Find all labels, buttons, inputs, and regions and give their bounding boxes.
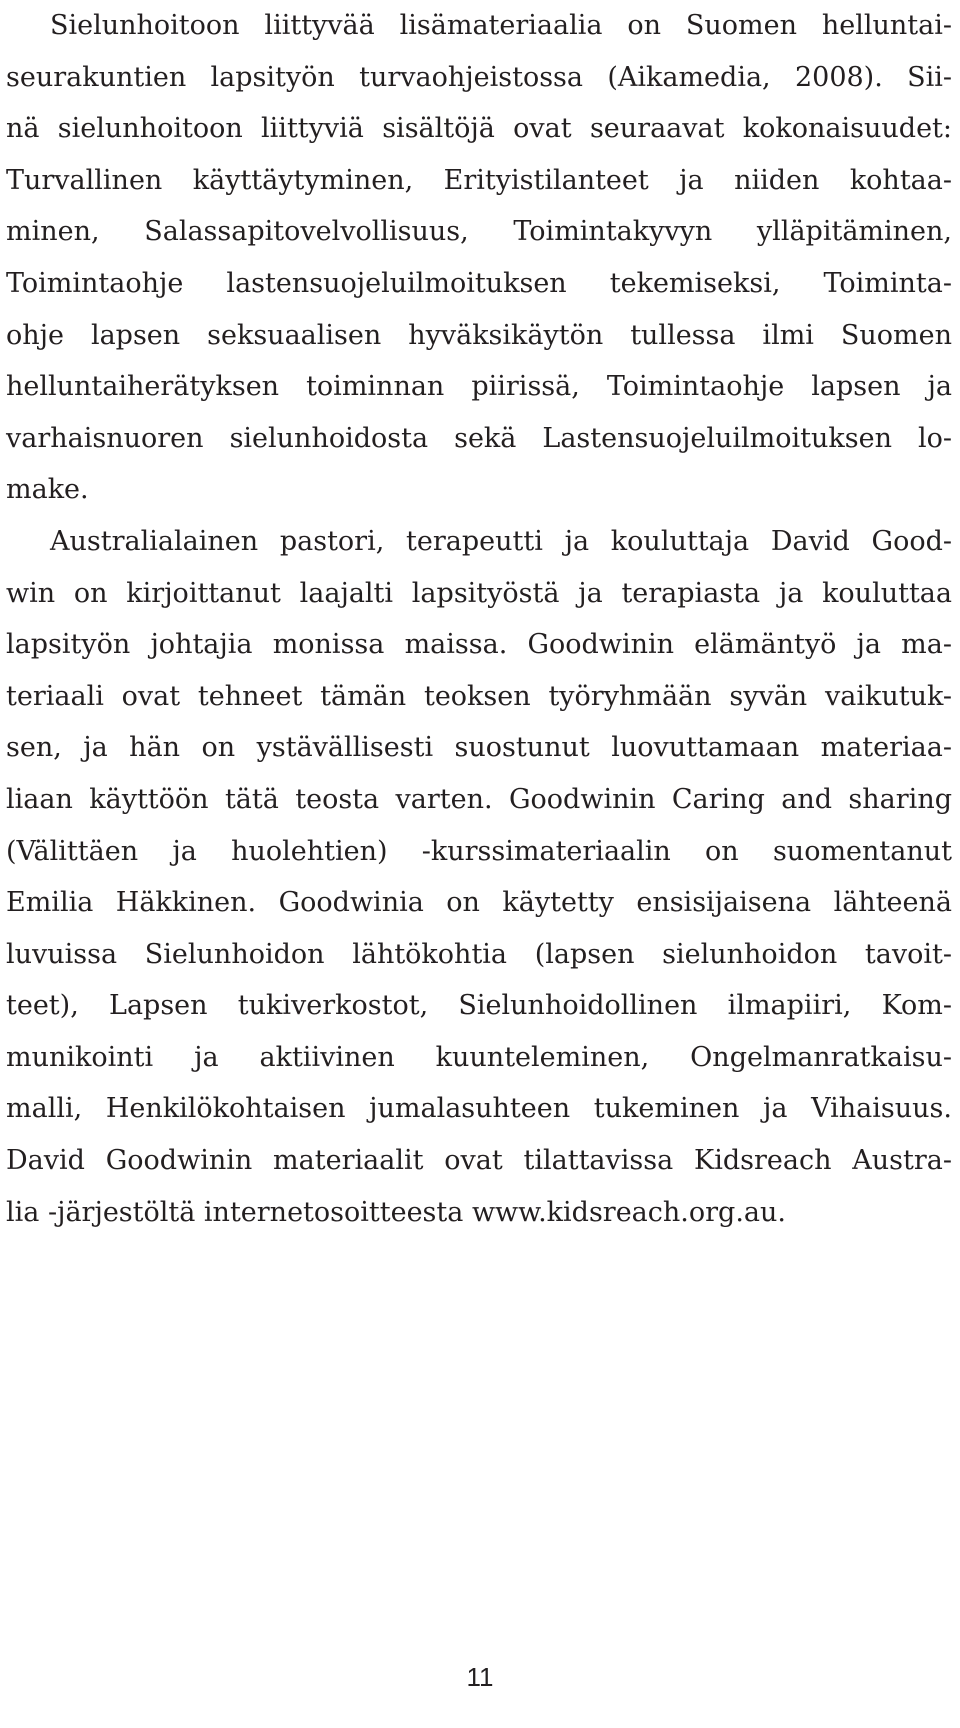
paragraph-line: Emilia Häkkinen. Goodwinia on käytetty ensisijaisena lähteenä <box>6 887 952 919</box>
paragraph-line: malli, Henkilökohtaisen jumalasuhteen tukeminen ja Vihaisuus. <box>6 1093 952 1125</box>
paragraph-line: (Välittäen ja huolehtien) -kurssimateriaalin on suomentanut <box>6 835 952 867</box>
paragraph-line: liaan käyttöön tätä teosta varten. Goodwinin Caring and sharing <box>6 783 952 815</box>
paragraph-line: teet), Lapsen tukiverkostot, Sielunhoidollinen ilmapiiri, Kom- <box>6 990 952 1022</box>
paragraph-line: win on kirjoittanut laajalti lapsityöstä ja terapiasta ja kouluttaa <box>6 577 952 609</box>
paragraph-line: David Goodwinin materiaalit ovat tilattavissa Kidsreach Austra- <box>6 1145 952 1177</box>
paragraph-line: munikointi ja aktiivinen kuunteleminen, Ongelmanratkaisu- <box>6 1041 952 1073</box>
paragraph-line: lapsityön johtajia monissa maissa. Goodwinin elämäntyö ja ma- <box>6 629 952 661</box>
page-number: 11 <box>466 1662 494 1692</box>
paragraph-2 <box>6 516 952 1238</box>
paragraph-line: Turvallinen käyttäytyminen, Erityistilanteet ja niiden kohtaa- <box>6 164 952 196</box>
paragraph-line: make. <box>6 474 89 506</box>
paragraph-line: seurakuntien lapsityön turvaohjeistossa (Aikamedia, 2008). Sii- <box>6 61 952 93</box>
paragraph-line: helluntaiherätyksen toiminnan piirissä, Toimintaohje lapsen ja <box>6 371 952 403</box>
paragraph-line: sen, ja hän on ystävällisesti suostunut luovuttamaan materiaa- <box>6 732 952 764</box>
body-text <box>6 0 952 1238</box>
paragraph-line: Toimintaohje lastensuojeluilmoituksen tekemiseksi, Toiminta- <box>6 267 952 299</box>
paragraph-line: varhaisnuoren sielunhoidosta sekä Lastensuojeluilmoituksen lo- <box>6 422 952 454</box>
paragraph-line: teriaali ovat tehneet tämän teoksen työryhmään syvän vaikutuk- <box>6 680 952 712</box>
paragraph-line: minen, Salassapitovelvollisuus, Toimintakyvyn ylläpitäminen, <box>6 216 952 248</box>
paragraph-line: Sielunhoitoon liittyvää lisämateriaalia on Suomen helluntai- <box>50 10 952 41</box>
paragraph-line: nä sielunhoitoon liittyviä sisältöjä ovat seuraavat kokonaisuudet: <box>6 113 952 145</box>
paragraph-line: ohje lapsen seksuaalisen hyväksikäytön tullessa ilmi Suomen <box>6 319 952 351</box>
paragraph-line: lia -järjestöltä internetosoitteesta www.kidsreach.org.au. <box>6 1196 786 1228</box>
paragraph-line: luvuissa Sielunhoidon lähtökohtia (lapsen sielunhoidon tavoit- <box>6 938 952 970</box>
paragraph-line: Australialainen pastori, terapeutti ja kouluttaja David Good- <box>50 525 952 557</box>
paragraph-1 <box>6 0 952 516</box>
